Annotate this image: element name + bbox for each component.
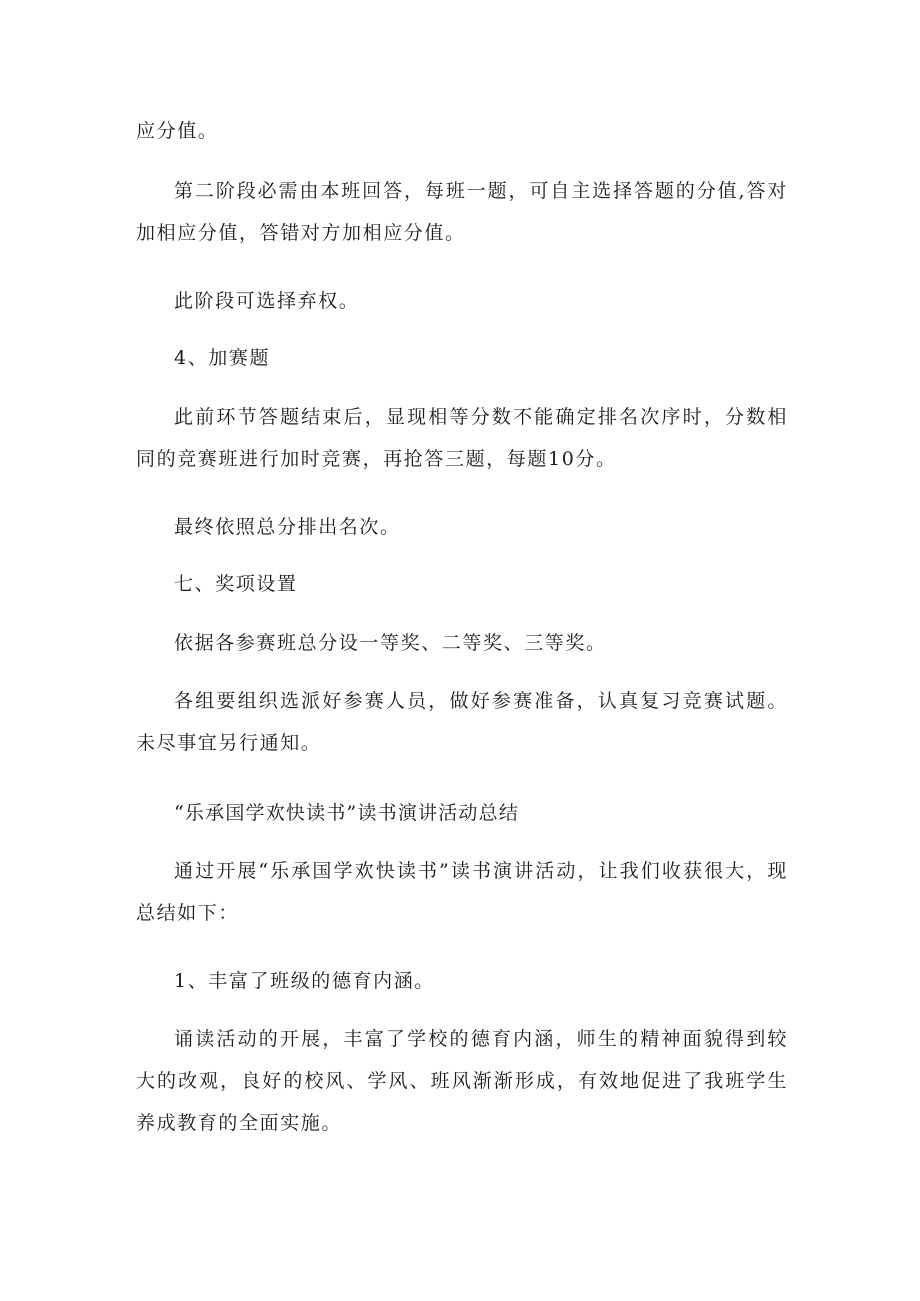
paragraph-moral-education: 诵读活动的开展，丰富了学校的德育内涵，师生的精神面貌得到较大的改观，良好的校风、学风、班风渐渐形成，有效地促进了我班学生养成教育的全面实施。 bbox=[136, 1028, 788, 1134]
paragraph-second-stage: 第二阶段必需由本班回答，每班一题，可自主选择答题的分值,答对加相应分值，答错对方加相应分值。 bbox=[136, 180, 788, 244]
paragraph-summary-intro: 通过开展“乐承国学欢快读书”读书演讲活动，让我们收获很大，现总结如下： bbox=[136, 860, 788, 924]
paragraph-awards: 依据各参赛班总分设一等奖、二等奖、三等奖。 bbox=[174, 632, 607, 654]
paragraph-tiebreaker-rules: 此前环节答题结束后，显现相等分数不能确定排名次序时，分数相同的竞赛班进行加时竞赛，再抢答三题，每题10分。 bbox=[136, 406, 788, 470]
paragraph-preparation: 各组要组织选派好参赛人员，做好参赛准备，认真复习竞赛试题。未尽事宜另行通知。 bbox=[136, 690, 788, 754]
paragraph-waiver: 此阶段可选择弃权。 bbox=[174, 290, 360, 312]
paragraph-final-ranking: 最终依照总分排出名次。 bbox=[174, 516, 401, 538]
heading-moral-education: 1、丰富了班级的德育内涵。 bbox=[174, 970, 435, 992]
section-title: “乐承国学欢快读书”读书演讲活动总结 bbox=[174, 802, 520, 824]
paragraph-continuation: 应分值。 bbox=[136, 120, 219, 142]
heading-tiebreaker: 4、加赛题 bbox=[174, 347, 271, 369]
heading-awards: 七、奖项设置 bbox=[174, 573, 298, 595]
